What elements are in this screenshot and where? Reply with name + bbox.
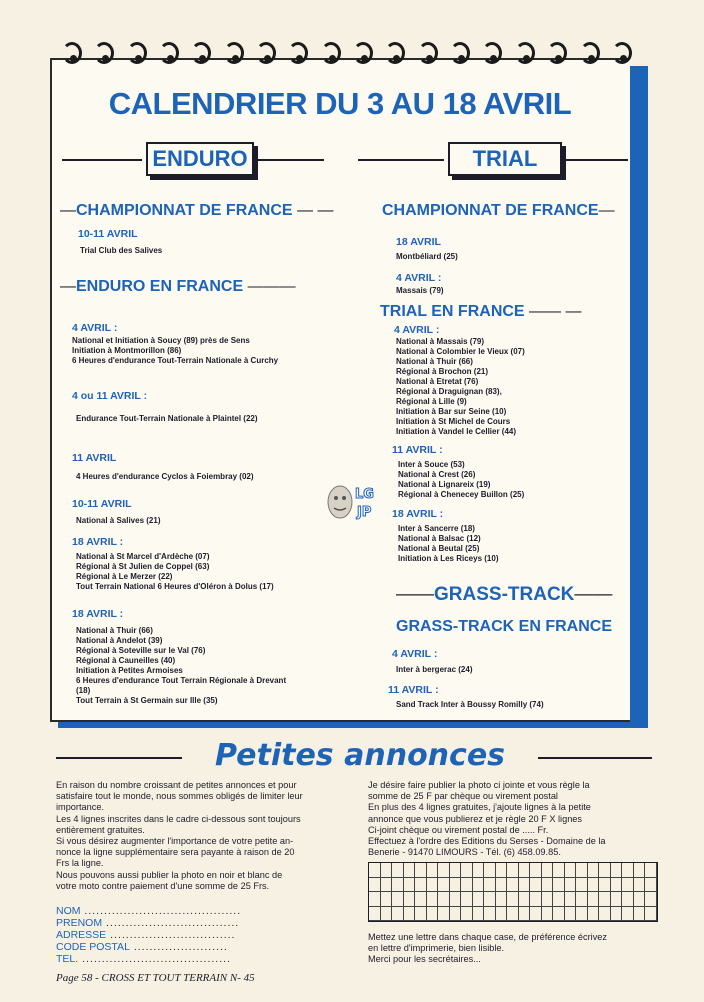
event-line: Initiation à Petites Armoises bbox=[76, 666, 183, 675]
letter-cell[interactable] bbox=[622, 907, 634, 922]
letter-cell[interactable] bbox=[588, 907, 600, 922]
letter-cell[interactable] bbox=[392, 878, 404, 893]
letter-cell[interactable] bbox=[553, 863, 565, 878]
letter-cell[interactable] bbox=[553, 907, 565, 922]
petites-annonces-left-text: En raison du nombre croissant de petites annonces et pour satisfaire tout le monde, nous sommes obligés de limiter leur importance. Les 4 lignes inscrites dans le cadre ci-dessous sont toujours entièrement gratuites. Si vous désirez augmenter l'importance de votre petite an- nonce la ligne supplémentaire sera payante à raison de 20 Frs la ligne. Nous pouvons aussi publier la photo en noir et blanc de votre moto contre paiement d'une somme de 25 Frs. bbox=[56, 780, 303, 891]
letter-cell[interactable] bbox=[404, 907, 416, 922]
letter-cell[interactable] bbox=[461, 892, 473, 907]
letter-cell[interactable] bbox=[553, 878, 565, 893]
letter-grid[interactable] bbox=[368, 862, 658, 922]
page-footer: Page 58 - CROSS ET TOUT TERRAIN N- 45 bbox=[56, 972, 255, 984]
letter-cell[interactable] bbox=[438, 892, 450, 907]
letter-cell[interactable] bbox=[438, 878, 450, 893]
letter-cell[interactable] bbox=[427, 892, 439, 907]
event-line: National à Andelot (39) bbox=[76, 636, 163, 645]
letter-cell[interactable] bbox=[415, 892, 427, 907]
contact-field-label: TEL. bbox=[56, 953, 79, 965]
letter-cell[interactable] bbox=[599, 863, 611, 878]
event-line: Inter à bergerac (24) bbox=[396, 665, 473, 674]
letter-cell[interactable] bbox=[599, 907, 611, 922]
letter-cell[interactable] bbox=[438, 907, 450, 922]
letter-cell[interactable] bbox=[588, 892, 600, 907]
letter-cell[interactable] bbox=[519, 907, 531, 922]
letter-cell[interactable] bbox=[519, 892, 531, 907]
letter-cell[interactable] bbox=[634, 863, 646, 878]
letter-cell[interactable] bbox=[519, 863, 531, 878]
letter-cell[interactable] bbox=[484, 863, 496, 878]
event-line: 6 Heures d'endurance Tout-Terrain Nationale à Curchy bbox=[72, 356, 279, 365]
letter-cell[interactable] bbox=[415, 863, 427, 878]
enduro-championnat-heading: —CHAMPIONNAT DE FRANCE — — bbox=[60, 202, 334, 219]
letter-cell[interactable] bbox=[542, 907, 554, 922]
contact-field[interactable] bbox=[56, 929, 235, 941]
event-line: National à Thuir (66) bbox=[396, 357, 473, 366]
letter-cell[interactable] bbox=[473, 863, 485, 878]
letter-cell[interactable] bbox=[588, 878, 600, 893]
letter-cell[interactable] bbox=[484, 892, 496, 907]
event-line: Régional à Soteville sur le Val (76) bbox=[76, 646, 206, 655]
letter-cell[interactable] bbox=[599, 892, 611, 907]
letter-cell[interactable] bbox=[634, 892, 646, 907]
event-lines bbox=[396, 337, 525, 437]
event-date: 4 ou 11 AVRIL : bbox=[72, 390, 148, 402]
letter-cell[interactable] bbox=[392, 892, 404, 907]
letter-cell[interactable] bbox=[450, 863, 462, 878]
spiral-ring bbox=[482, 42, 502, 64]
letter-cell[interactable] bbox=[622, 892, 634, 907]
letter-cell[interactable] bbox=[622, 863, 634, 878]
event-line: Massais (79) bbox=[396, 286, 444, 295]
letter-cell[interactable] bbox=[461, 907, 473, 922]
spiral-ring bbox=[256, 42, 276, 64]
event-line: Initiation à Montmorillon (86) bbox=[72, 346, 182, 355]
letter-cell[interactable] bbox=[381, 878, 393, 893]
letter-cell[interactable] bbox=[519, 878, 531, 893]
event-line: National à Thuir (66) bbox=[76, 626, 153, 635]
event-lines bbox=[396, 286, 444, 296]
trial-championnat-heading: CHAMPIONNAT DE FRANCE— bbox=[382, 202, 615, 219]
letter-cell[interactable] bbox=[404, 892, 416, 907]
letter-cell[interactable] bbox=[622, 878, 634, 893]
letter-cell[interactable] bbox=[427, 863, 439, 878]
event-date: 4 AVRIL : bbox=[396, 272, 442, 284]
letter-cell[interactable] bbox=[588, 863, 600, 878]
event-lines bbox=[76, 414, 258, 424]
letter-cell[interactable] bbox=[542, 863, 554, 878]
event-line: Endurance Tout-Terrain Nationale à Plaintel (22) bbox=[76, 414, 258, 423]
event-line: National à Salives (21) bbox=[76, 516, 161, 525]
event-lines bbox=[76, 516, 160, 526]
event-line: Tout Terrain à St Germain sur Ille (35) bbox=[76, 696, 218, 705]
spiral-ring bbox=[127, 42, 147, 64]
stamp-text-jp: JP bbox=[357, 505, 372, 520]
event-date: 18 AVRIL : bbox=[392, 508, 444, 520]
letter-cell[interactable] bbox=[611, 907, 623, 922]
event-line: National à Beutal (25) bbox=[398, 544, 480, 553]
letter-cell[interactable] bbox=[450, 892, 462, 907]
letter-cell[interactable] bbox=[576, 863, 588, 878]
event-date: 11 AVRIL : bbox=[392, 444, 443, 456]
letter-cell[interactable] bbox=[461, 878, 473, 893]
letter-cell[interactable] bbox=[369, 892, 381, 907]
contact-field-label: ADRESSE bbox=[56, 929, 107, 941]
letter-cell[interactable] bbox=[461, 863, 473, 878]
contact-field-dots[interactable]: ........................ bbox=[129, 941, 228, 953]
spiral-binding bbox=[62, 42, 632, 72]
stamp-text-lg: LG bbox=[355, 487, 374, 502]
letter-cell[interactable] bbox=[645, 907, 657, 922]
letter-cell[interactable] bbox=[427, 907, 439, 922]
event-line: National à Lignareix (19) bbox=[398, 480, 491, 489]
letter-cell[interactable] bbox=[415, 878, 427, 893]
spiral-ring bbox=[353, 42, 373, 64]
enduro-tab: ENDURO bbox=[146, 142, 254, 176]
trial-france-heading: TRIAL EN FRANCE —— — bbox=[380, 303, 582, 320]
letter-cell[interactable] bbox=[611, 863, 623, 878]
letter-cell[interactable] bbox=[530, 892, 542, 907]
event-lines bbox=[76, 626, 286, 706]
event-line: National à Colombier le Vieux (07) bbox=[396, 347, 525, 356]
event-line: Régional à Draguignan (83), bbox=[396, 387, 502, 396]
letter-cell[interactable] bbox=[507, 892, 519, 907]
letter-cell[interactable] bbox=[473, 892, 485, 907]
letter-cell[interactable] bbox=[450, 878, 462, 893]
letter-cell[interactable] bbox=[553, 892, 565, 907]
letter-cell[interactable] bbox=[369, 863, 381, 878]
event-lines bbox=[396, 700, 544, 710]
letter-cell[interactable] bbox=[473, 878, 485, 893]
spiral-ring bbox=[385, 42, 405, 64]
event-line: Sand Track Inter à Boussy Romilly (74) bbox=[396, 700, 544, 709]
event-line: National à Etretat (76) bbox=[396, 377, 479, 386]
contact-field[interactable] bbox=[56, 941, 228, 953]
event-lines bbox=[396, 252, 458, 262]
letter-cell[interactable] bbox=[565, 878, 577, 893]
contact-field-label: PRENOM bbox=[56, 917, 103, 929]
letter-cell[interactable] bbox=[645, 892, 657, 907]
letter-cell[interactable] bbox=[427, 878, 439, 893]
event-line: Régional à Cauneilles (40) bbox=[76, 656, 176, 665]
letter-cell[interactable] bbox=[507, 907, 519, 922]
contact-field-label: NOM bbox=[56, 905, 81, 917]
spiral-ring bbox=[547, 42, 567, 64]
grid-instructions: Mettez une lettre dans chaque case, de préférence écrivez en lettre d'imprimerie, bien lisible. Merci pour les secrétaires... bbox=[368, 932, 608, 965]
event-line: (18) bbox=[76, 686, 91, 695]
page-title: CALENDRIER DU 3 AU 18 AVRIL bbox=[108, 86, 572, 121]
letter-cell[interactable] bbox=[404, 878, 416, 893]
spiral-ring bbox=[224, 42, 244, 64]
event-line: National et Initiation à Soucy (89) près de Sens bbox=[72, 336, 250, 345]
letter-cell[interactable] bbox=[369, 878, 381, 893]
contact-field[interactable] bbox=[56, 917, 239, 929]
panel-shadow bbox=[628, 66, 648, 724]
event-line: Montbéliard (25) bbox=[396, 252, 458, 261]
event-date: 4 AVRIL : bbox=[72, 322, 118, 334]
letter-cell[interactable] bbox=[530, 907, 542, 922]
event-line: National à Balsac (12) bbox=[398, 534, 481, 543]
event-date: 10-11 AVRIL bbox=[78, 228, 138, 240]
event-date: 11 AVRIL bbox=[72, 452, 117, 464]
letter-cell[interactable] bbox=[565, 863, 577, 878]
letter-cell[interactable] bbox=[507, 878, 519, 893]
event-line: Inter à Sancerre (18) bbox=[398, 524, 475, 533]
contact-field[interactable] bbox=[56, 953, 231, 965]
letter-cell[interactable] bbox=[381, 907, 393, 922]
spiral-ring bbox=[612, 42, 632, 64]
letter-cell[interactable] bbox=[530, 863, 542, 878]
event-date: 4 AVRIL : bbox=[392, 648, 438, 660]
contact-field-label: CODE POSTAL bbox=[56, 941, 130, 953]
spiral-ring bbox=[94, 42, 114, 64]
event-line: Régional à Le Merzer (22) bbox=[76, 572, 173, 581]
letter-cell[interactable] bbox=[496, 907, 508, 922]
lgjp-stamp bbox=[322, 478, 382, 526]
petites-annonces-right-text: Je désire faire publier la photo ci jointe et vous règle la somme de 25 F par chèque ou virement postal En plus des 4 lignes gratuites, j'ajoute lignes à la petite annonce que vous publierez et je règle 20 F X lignes Ci-joint chèque ou virement postal de ..... Fr. Effectuez à l'ordre des Editions du Serses - Domaine de la Benerie - 91470 LIMOURS - Tél. (6) 458.09.85. bbox=[368, 780, 606, 858]
event-line: 4 Heures d'endurance Cyclos à Foiembray (02) bbox=[76, 472, 254, 481]
letter-cell[interactable] bbox=[634, 907, 646, 922]
event-date: 4 AVRIL : bbox=[394, 324, 440, 336]
letter-cell[interactable] bbox=[599, 878, 611, 893]
letter-cell[interactable] bbox=[381, 863, 393, 878]
spiral-ring bbox=[321, 42, 341, 64]
letter-cell[interactable] bbox=[542, 878, 554, 893]
letter-cell[interactable] bbox=[645, 878, 657, 893]
enduro-tab-wrap bbox=[62, 142, 324, 176]
trial-tab-wrap bbox=[358, 142, 628, 176]
spiral-ring bbox=[580, 42, 600, 64]
letter-cell[interactable] bbox=[576, 892, 588, 907]
event-line: Tout Terrain National 6 Heures d'Oléron à Dolus (17) bbox=[76, 582, 274, 591]
letter-cell[interactable] bbox=[369, 907, 381, 922]
letter-cell[interactable] bbox=[450, 907, 462, 922]
letter-cell[interactable] bbox=[645, 863, 657, 878]
spiral-ring bbox=[191, 42, 211, 64]
letter-cell[interactable] bbox=[381, 892, 393, 907]
event-lines bbox=[76, 552, 274, 592]
letter-cell[interactable] bbox=[634, 878, 646, 893]
letter-cell[interactable] bbox=[438, 863, 450, 878]
contact-field-dots[interactable]: ........................................ bbox=[80, 905, 242, 917]
contact-field-dots[interactable]: .................................. bbox=[102, 917, 240, 929]
letter-cell[interactable] bbox=[507, 863, 519, 878]
letter-cell[interactable] bbox=[496, 863, 508, 878]
contact-field-dots[interactable]: ...................................... bbox=[78, 953, 231, 965]
grass-track-heading: ——GRASS-TRACK—— bbox=[396, 584, 613, 605]
event-line: Régional à St Julien de Coppel (63) bbox=[76, 562, 210, 571]
event-line: Initiation à Vandel le Cellier (44) bbox=[396, 427, 517, 436]
letter-cell[interactable] bbox=[542, 892, 554, 907]
grass-track-sub-heading: GRASS-TRACK EN FRANCE bbox=[396, 618, 612, 635]
event-line: Régional à Lille (9) bbox=[396, 397, 467, 406]
spiral-ring bbox=[288, 42, 308, 64]
event-line: Initiation à St Michel de Cours bbox=[396, 417, 511, 426]
event-line: Régional à Chenecey Buillon (25) bbox=[398, 490, 525, 499]
spiral-ring bbox=[62, 42, 82, 64]
letter-cell[interactable] bbox=[530, 878, 542, 893]
spiral-ring bbox=[515, 42, 535, 64]
letter-cell[interactable] bbox=[611, 878, 623, 893]
spiral-ring bbox=[450, 42, 470, 64]
letter-cell[interactable] bbox=[565, 892, 577, 907]
spiral-ring bbox=[159, 42, 179, 64]
trial-tab: TRIAL bbox=[448, 142, 562, 176]
letter-cell[interactable] bbox=[611, 892, 623, 907]
letter-cell[interactable] bbox=[392, 863, 404, 878]
letter-cell[interactable] bbox=[565, 907, 577, 922]
event-lines bbox=[72, 336, 278, 366]
event-lines bbox=[76, 472, 254, 482]
event-lines bbox=[80, 246, 162, 256]
event-line: Régional à Brochon (21) bbox=[396, 367, 489, 376]
event-date: 18 AVRIL : bbox=[72, 608, 124, 620]
letter-cell[interactable] bbox=[576, 907, 588, 922]
spiral-ring bbox=[418, 42, 438, 64]
contact-field-dots[interactable]: ................................ bbox=[106, 929, 236, 941]
letter-cell[interactable] bbox=[484, 907, 496, 922]
enduro-france-heading: —ENDURO EN FRANCE ——— bbox=[60, 278, 296, 295]
letter-cell[interactable] bbox=[496, 878, 508, 893]
event-lines bbox=[398, 524, 498, 564]
event-line: Trial Club des Salives bbox=[80, 246, 163, 255]
event-date: 18 AVRIL bbox=[396, 236, 441, 248]
event-line: Initiation à Les Riceys (10) bbox=[398, 554, 499, 563]
event-date: 18 AVRIL : bbox=[72, 536, 124, 548]
event-lines bbox=[396, 665, 472, 675]
event-line: Inter à Souce (53) bbox=[398, 460, 465, 469]
contact-field[interactable] bbox=[56, 905, 241, 917]
petites-annonces-banner bbox=[56, 738, 652, 778]
letter-cell[interactable] bbox=[473, 907, 485, 922]
letter-cell[interactable] bbox=[496, 892, 508, 907]
letter-cell[interactable] bbox=[576, 878, 588, 893]
event-date: 10-11 AVRIL bbox=[72, 498, 132, 510]
event-line: National à Crest (26) bbox=[398, 470, 476, 479]
event-lines bbox=[398, 460, 524, 500]
letter-cell[interactable] bbox=[404, 863, 416, 878]
event-line: 6 Heures d'endurance Tout Terrain Régionale à Drevant bbox=[76, 676, 287, 685]
petites-annonces-title: Petites annonces bbox=[214, 738, 506, 773]
letter-cell[interactable] bbox=[484, 878, 496, 893]
letter-cell[interactable] bbox=[415, 907, 427, 922]
event-line: Initiation à Bar sur Seine (10) bbox=[396, 407, 507, 416]
event-date: 11 AVRIL : bbox=[388, 684, 439, 696]
letter-cell[interactable] bbox=[392, 907, 404, 922]
event-line: National à St Marcel d'Ardèche (07) bbox=[76, 552, 210, 561]
event-line: National à Massais (79) bbox=[396, 337, 485, 346]
